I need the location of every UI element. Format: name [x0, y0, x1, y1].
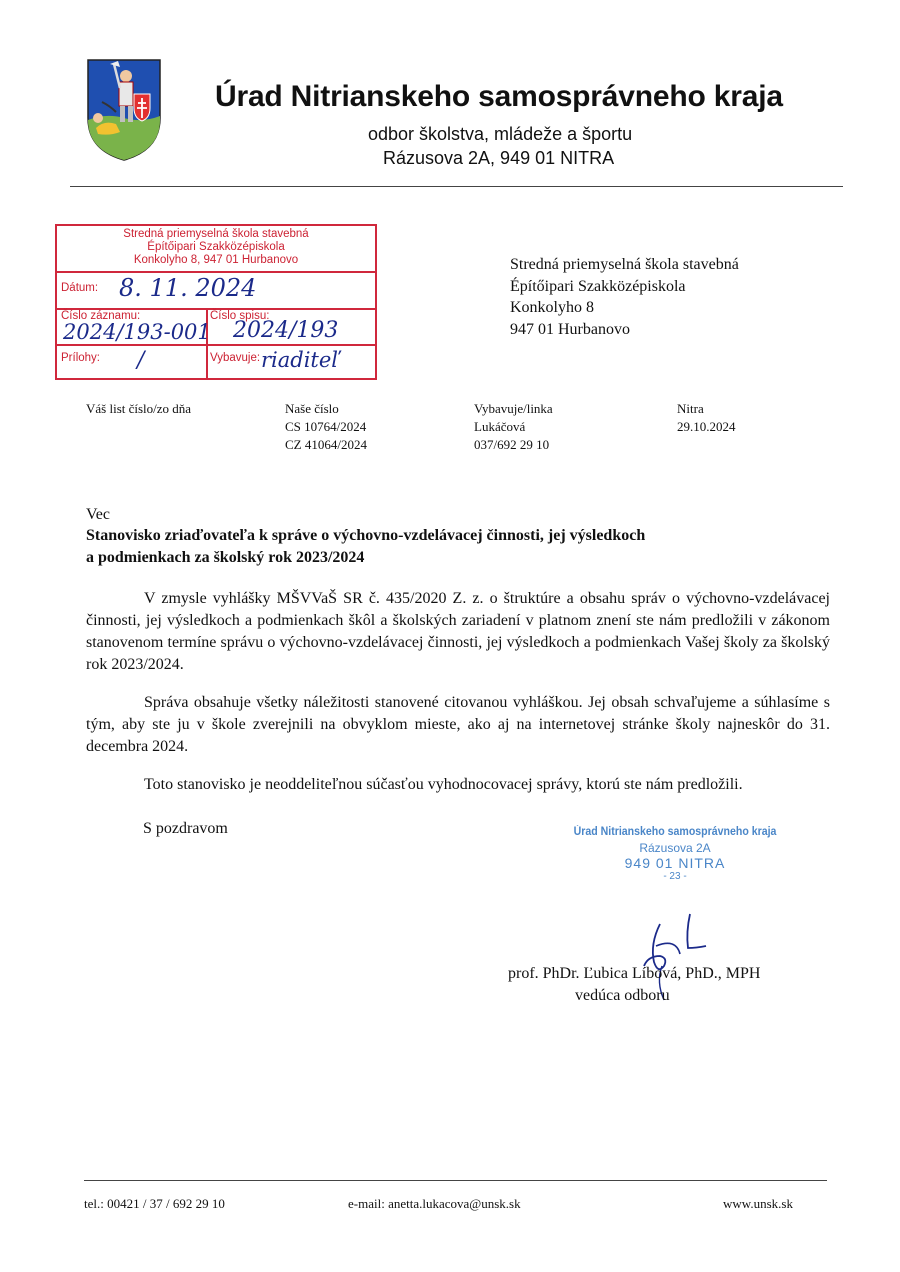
office-stamp-line3: 949 01 NITRA — [624, 855, 726, 871]
office-stamp-line4: - 23 - — [663, 871, 687, 882]
stamp-cislo-zaznamu-value: 2024/193-001 — [63, 320, 211, 344]
paragraph-1 — [86, 588, 830, 676]
institution-title: Úrad Nitrianskeho samosprávneho kraja — [215, 80, 783, 113]
stamp-header — [57, 228, 375, 267]
paragraph-3 — [86, 774, 830, 796]
office-stamp-line2: Rázusova 2A — [639, 841, 711, 855]
stamp-cislo-zaznamu-label: Číslo záznamu: — [61, 310, 141, 322]
ref-our-number-value: CZ 41064/2024 — [285, 437, 367, 452]
office-stamp — [560, 826, 790, 882]
stamp-school-line2: Építőipari Szakközépiskola — [147, 241, 285, 253]
ref-our-number-value: CS 10764/2024 — [285, 419, 367, 434]
stamp-divider — [206, 308, 208, 380]
recipient-line: Stredná priemyselná škola stavebná — [510, 256, 739, 273]
greeting: S pozdravom — [143, 820, 228, 837]
footer-phone: tel.: 00421 / 37 / 692 29 10 — [84, 1196, 225, 1211]
footer-email[interactable]: e-mail: anetta.lukacova@unsk.sk — [348, 1196, 521, 1211]
paragraph-2 — [86, 692, 830, 758]
signer-name: prof. PhDr. Ľubica Líbová, PhD., MPH — [508, 965, 761, 982]
stamp-divider — [57, 344, 375, 346]
ref-handled-by-label: Vybavuje/linka — [474, 401, 553, 416]
ref-handled-by-name: Lukáčová — [474, 419, 526, 434]
ref-handled-by — [474, 400, 553, 454]
ref-handled-by-phone: 037/692 29 10 — [474, 437, 550, 452]
stamp-divider — [57, 271, 375, 273]
paragraph-1-text: V zmysle vyhlášky MŠVVaŠ SR č. 435/2020 Z. z. o štruktúre a obsahu správ o výchovno-vzdelávacej činnosti, jej výsledkoch a podmienkach škôl a školských zariadení v platnom znení ste nám predložili v zákonom stanovenom termíne správu o výchovno-vzdelávacej činnosti, jej výsledkoch a podmienkach Vašej školy za školský rok 2023/2024. — [86, 590, 830, 673]
paragraph-2-text: Správa obsahuje všetky náležitosti stanovené citovanou vyhláškou. Jej obsah schvaľujeme a súhlasíme s tým, aby ste ju v škole zverejnili na obvyklom mieste, ako aj na internetovej stránke školy najneskôr do 31. decembra 2024. — [86, 694, 830, 755]
subject-line: Stanovisko zriaďovateľa k správe o výchovno-vzdelávacej činnosti, jej výsledkoch — [86, 527, 646, 544]
ref-your-letter-label: Váš list číslo/zo dňa — [86, 401, 192, 416]
recipient-line: 947 01 Hurbanovo — [510, 320, 630, 338]
recipient-address — [510, 254, 739, 340]
ref-our-number — [285, 400, 367, 454]
stamp-prilohy-value: / — [137, 348, 145, 373]
institution-address: Rázusova 2A, 949 01 NITRA — [383, 148, 615, 168]
department-name: odbor školstva, mládeže a športu — [368, 124, 633, 144]
stamp-prilohy-label: Prílohy: — [61, 352, 100, 364]
header-divider — [70, 186, 843, 187]
stamp-cislo-spisu-label: Číslo spisu: — [210, 310, 270, 322]
stamp-cislo-spisu-value: 2024/193 — [233, 318, 339, 343]
office-stamp-line1: Úrad Nitrianskeho samosprávneho kraja — [573, 826, 777, 838]
subject-label: Vec — [86, 506, 110, 523]
ref-our-number-label: Naše číslo — [285, 401, 339, 416]
stamp-vybavuje-label: Vybavuje: — [210, 352, 261, 364]
footer-divider — [84, 1180, 827, 1181]
recipient-line: Konkolyho 8 — [510, 299, 594, 316]
ref-date: 29.10.2024 — [677, 419, 736, 434]
subject-heading — [86, 525, 830, 569]
stamp-datum-label: Dátum: — [61, 282, 99, 294]
footer-website[interactable]: www.unsk.sk — [723, 1196, 793, 1211]
recipient-line: Építőipari Szakközépiskola — [510, 277, 686, 295]
paragraph-3-text: Toto stanovisko je neoddeliteľnou súčasťou vyhodnocovacej správy, ktorú ste nám predložili. — [144, 776, 743, 793]
ref-place-date — [677, 400, 736, 436]
stamp-vybavuje-value: riaditeľ — [261, 348, 340, 372]
stamp-school-line1: Stredná priemyselná škola stavebná — [123, 228, 309, 240]
stamp-school-line3: Konkolyho 8, 947 01 Hurbanovo — [133, 254, 299, 266]
stamp-datum-value: 8. 11. 2024 — [119, 274, 257, 302]
coat-of-arms-logo — [86, 58, 162, 162]
ref-place: Nitra — [677, 401, 704, 416]
subject-line: a podmienkach za školský rok 2023/2024 — [86, 549, 365, 566]
signer-role: vedúca odboru — [575, 987, 670, 1004]
registry-stamp — [55, 224, 377, 380]
